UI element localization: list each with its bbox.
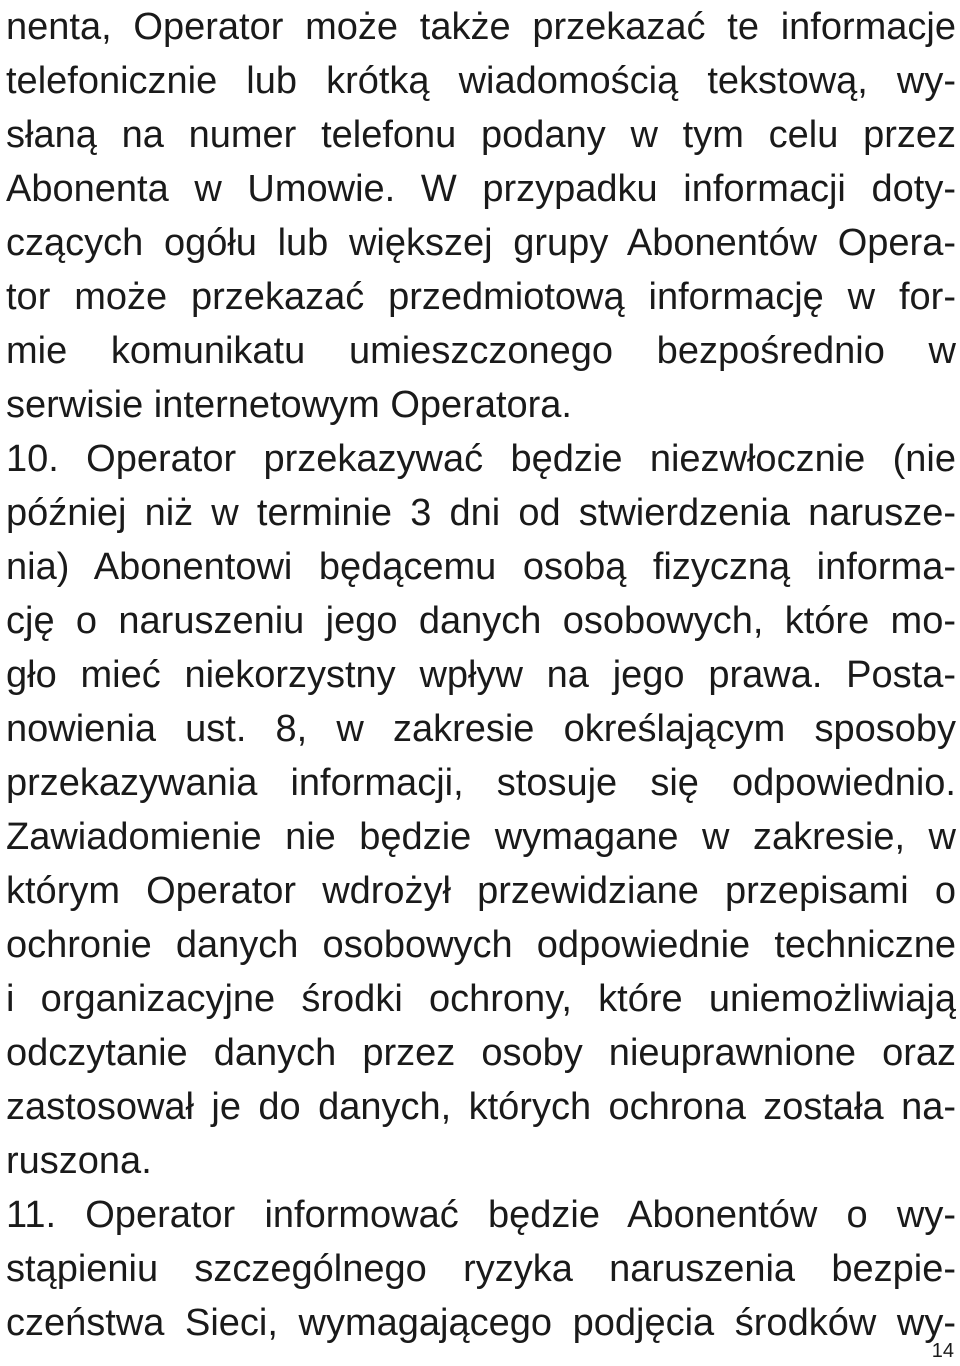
text-line: odczytanie danych przez osoby nieuprawnione oraz	[6, 1032, 956, 1074]
text-line: 10. Operator przekazywać będzie niezwłocznie (nie	[6, 438, 956, 480]
text-line: czących ogółu lub większej grupy Abonentów Opera-	[6, 222, 956, 264]
page-number: 14	[931, 1340, 954, 1362]
text-line: czeństwa Sieci, wymagającego podjęcia środków wy-	[6, 1302, 956, 1344]
text-line: telefonicznie lub krótką wiadomością tekstową, wy-	[6, 60, 956, 102]
text-line: nowienia ust. 8, w zakresie określającym sposoby	[6, 708, 956, 750]
text-line: przekazywania informacji, stosuje się odpowiednio.	[6, 762, 956, 804]
text-line: 11. Operator informować będzie Abonentów o wy-	[6, 1194, 956, 1236]
text-line: gło mieć niekorzystny wpływ na jego prawa. Posta-	[6, 654, 956, 696]
text-line: Zawiadomienie nie będzie wymagane w zakresie, w	[6, 816, 956, 858]
text-line: nia) Abonentowi będącemu osobą fizyczną informa-	[6, 546, 956, 588]
text-line: ruszona.	[6, 1140, 152, 1182]
text-line: i organizacyjne środki ochrony, które uniemożliwiają	[6, 978, 956, 1020]
text-line: później niż w terminie 3 dni od stwierdzenia narusze-	[6, 492, 956, 534]
text-line: zastosował je do danych, których ochrona została na-	[6, 1086, 956, 1128]
text-line: tor może przekazać przedmiotową informację w for-	[6, 276, 956, 318]
text-line: słaną na numer telefonu podany w tym celu przez	[6, 114, 956, 156]
text-line: Abonenta w Umowie. W przypadku informacji doty-	[6, 168, 956, 210]
text-line: serwisie internetowym Operatora.	[6, 384, 572, 426]
text-line: stąpieniu szczególnego ryzyka naruszenia bezpie-	[6, 1248, 956, 1290]
text-line: nenta, Operator może także przekazać te informacje	[6, 6, 956, 48]
text-line: mie komunikatu umieszczonego bezpośrednio w	[6, 330, 956, 372]
text-line: cję o naruszeniu jego danych osobowych, które mo-	[6, 600, 956, 642]
text-line: którym Operator wdrożył przewidziane przepisami o	[6, 870, 956, 912]
text-line: ochronie danych osobowych odpowiednie techniczne	[6, 924, 956, 966]
